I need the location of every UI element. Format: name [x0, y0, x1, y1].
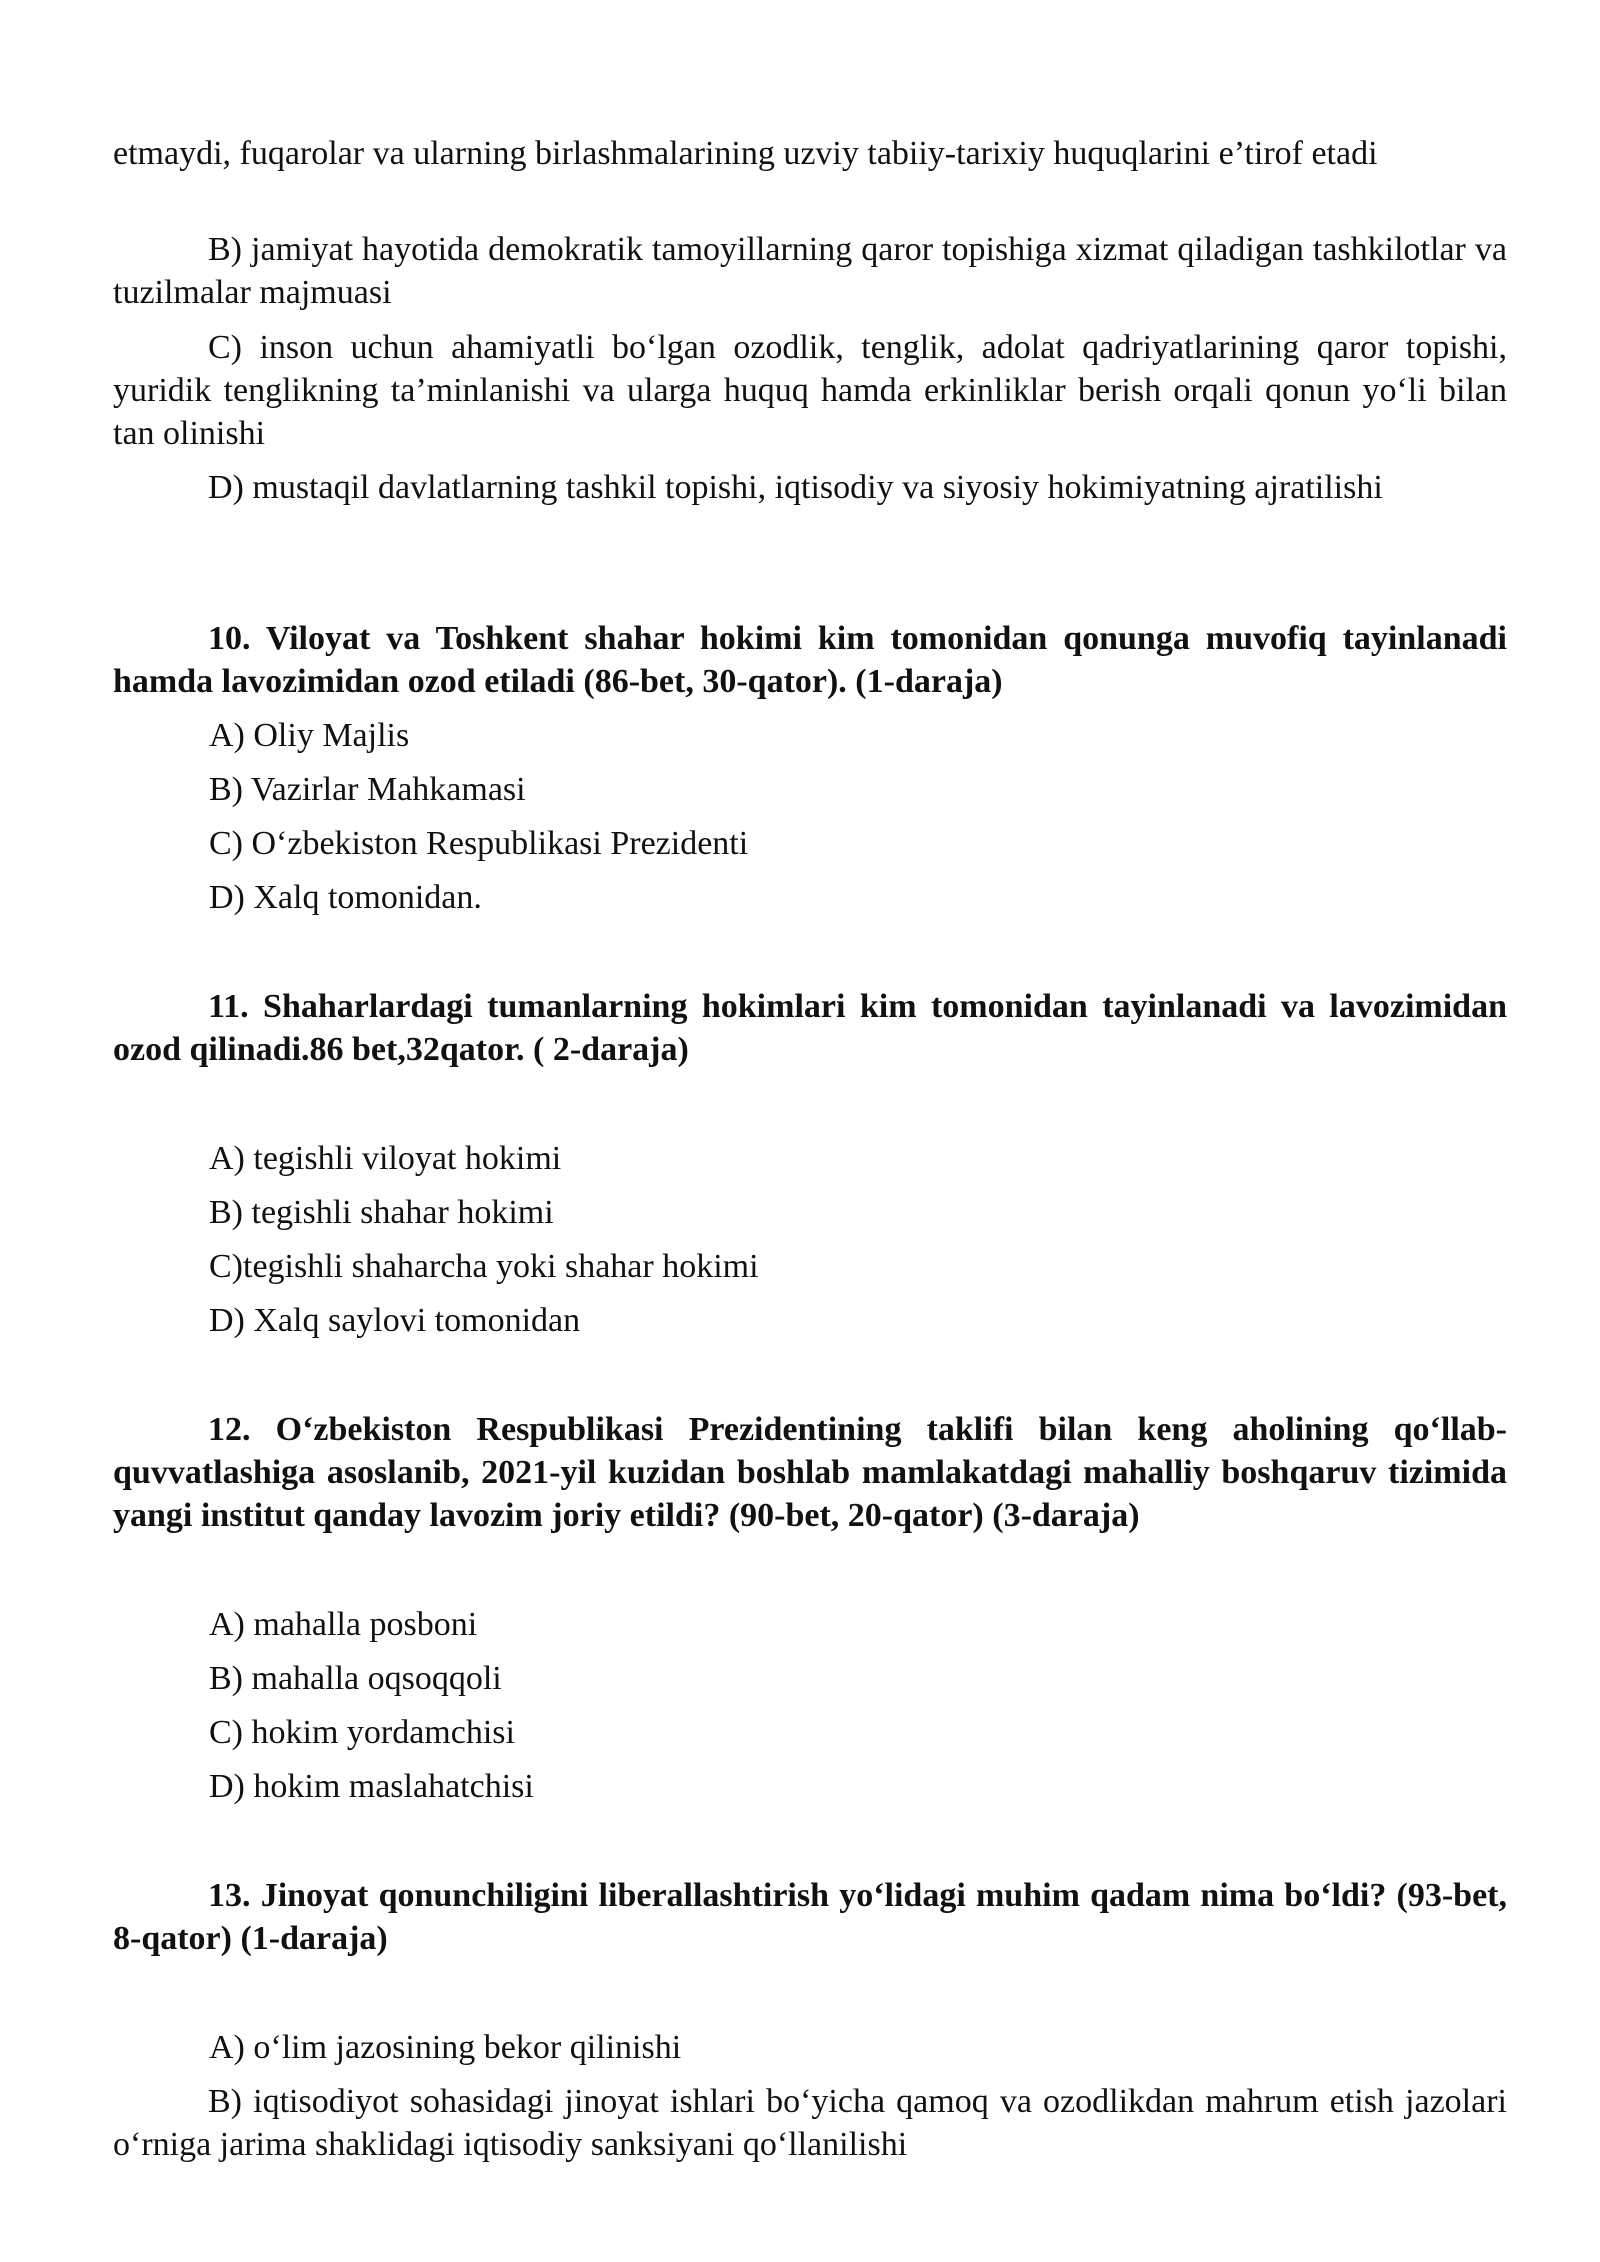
- question-10-option-a: A) Oliy Majlis: [209, 717, 410, 754]
- question-11-option-d: D) Xalq saylovi tomonidan: [209, 1302, 581, 1339]
- question-13-option-b: B) iqtisodiyot sohasidagi jinoyat ishlari bo‘yicha qamoq va ozodlikdan mahrum etish jazolari o‘rniga jarima shaklidagi iqtisodiy sanksiyani qo‘llanilishi: [113, 2083, 1507, 2163]
- prev-option-d: D) mustaqil davlatlarning tashkil topishi, iqtisodiy va siyosiy hokimiyatning ajratilishi: [208, 469, 1383, 506]
- question-11-option-b: B) tegishli shahar hokimi: [209, 1194, 554, 1231]
- question-12: 12. O‘zbekiston Respublikasi Prezidentining taklifi bilan keng aholining qo‘llab-quvvatlashiga asoslanib, 2021-yil kuzidan boshlab mamlakatdagi mahalliy boshqaruv tizimida yangi institut qanday lavozim joriy etildi? (90-bet, 20-qator) (3-daraja): [113, 1411, 1507, 1534]
- question-10: 10. Viloyat va Toshkent shahar hokimi kim tomonidan qonunga muvofiq tayinlanadi hamda lavozimidan ozod etiladi (86-bet, 30-qator). (1-daraja): [113, 620, 1507, 700]
- question-12-option-d: D) hokim maslahatchisi: [209, 1768, 534, 1805]
- question-10-option-d: D) Xalq tomonidan.: [209, 879, 482, 916]
- question-11-option-a: A) tegishli viloyat hokimi: [209, 1140, 562, 1177]
- prev-option-c: C) inson uchun ahamiyatli bo‘lgan ozodlik, tenglik, adolat qadriyatlarining qaror topishi, yuridik tenglikning ta’minlanishi va ularga huquq hamda erkinliklar berish orqali qonun yo‘li bilan tan olinishi: [113, 329, 1507, 452]
- question-11: 11. Shaharlardagi tumanlarning hokimlari kim tomonidan tayinlanadi va lavozimidan ozod qilinadi.86 bet,32qator. ( 2-daraja): [113, 988, 1507, 1068]
- question-11-option-c: C)tegishli shaharcha yoki shahar hokimi: [209, 1248, 759, 1285]
- prev-question-stem-end: etmaydi, fuqarolar va ularning birlashmalarining uzviy tabiiy-tarixiy huquqlarini e’tirof etadi: [113, 135, 1378, 172]
- question-12-option-c: C) hokim yordamchisi: [209, 1714, 515, 1751]
- question-12-option-a: A) mahalla posboni: [209, 1606, 478, 1643]
- question-10-option-b: B) Vazirlar Mahkamasi: [209, 771, 526, 808]
- question-13-option-a: A) o‘lim jazosining bekor qilinishi: [209, 2029, 682, 2066]
- question-10-option-c: C) O‘zbekiston Respublikasi Prezidenti: [209, 825, 749, 862]
- question-12-option-b: B) mahalla oqsoqqoli: [209, 1660, 502, 1697]
- prev-option-b: B) jamiyat hayotida demokratik tamoyillarning qaror topishiga xizmat qiladigan tashkilotlar va tuzilmalar majmuasi: [113, 231, 1507, 311]
- question-13: 13. Jinoyat qonunchiligini liberallashtirish yo‘lidagi muhim qadam nima bo‘ldi? (93-bet, 8-qator) (1-daraja): [113, 1877, 1507, 1957]
